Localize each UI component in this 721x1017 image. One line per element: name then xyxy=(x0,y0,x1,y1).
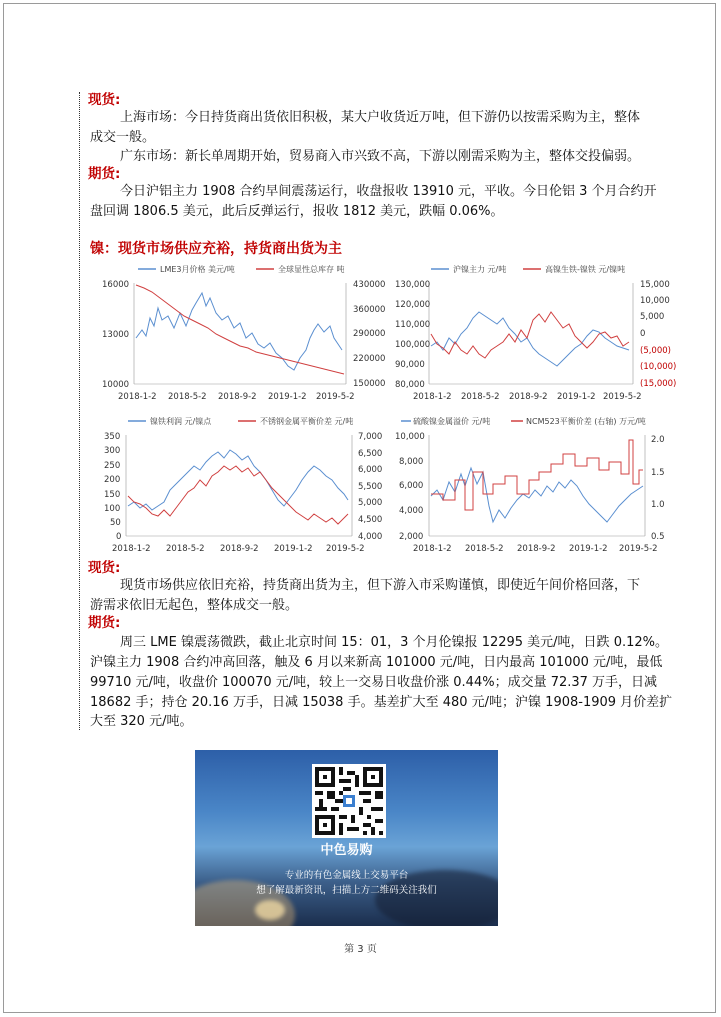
banner-title: 中色易购 xyxy=(320,843,373,858)
x-tick: 2019-5-2 xyxy=(619,544,658,554)
y-tick: 10,000 xyxy=(395,432,425,442)
y-tick: 4,000 xyxy=(358,532,383,542)
legend-right: 高镍生铁-镍铁 元/镍吨 xyxy=(545,265,626,274)
chart-legend xyxy=(431,264,625,274)
y-tick: 2,000 xyxy=(399,532,424,542)
chart-shfe-nickel-npi xyxy=(393,258,683,412)
x-tick: 2018-1-2 xyxy=(118,392,157,402)
futures-heading: 期货: xyxy=(88,166,121,182)
qr-code-icon[interactable] xyxy=(312,764,386,838)
legend-left: 沪镍主力 元/吨 xyxy=(453,265,507,274)
legend-right: 不锈钢金属平衡价差 元/吨 xyxy=(260,417,354,426)
y-tick: 350 xyxy=(104,432,121,442)
y-tick: 6,500 xyxy=(358,449,383,459)
y-tick: (15,000) xyxy=(640,379,677,389)
paragraph-line: 99710 元/吨，收盘价 100070 元/吨，较上一交易日收盘价涨 0.44%；成交量 72.37 万手，日减 xyxy=(90,675,658,690)
y-tick: 8,000 xyxy=(399,457,424,467)
x-tick: 2018-9-2 xyxy=(218,392,257,402)
x-tick: 2018-9-2 xyxy=(220,544,259,554)
y-tick: 100 xyxy=(104,504,121,514)
series-ncm-spread xyxy=(431,440,643,510)
y-tick: 220000 xyxy=(353,354,386,364)
y-tick: 0.5 xyxy=(651,532,665,542)
y-tick: 1.5 xyxy=(651,468,665,478)
chart-legend xyxy=(128,416,353,426)
x-tick: 2019-5-2 xyxy=(326,544,365,554)
x-tick: 2019-1-2 xyxy=(274,544,313,554)
spot-heading: 现货: xyxy=(88,92,121,108)
y-tick: 5,500 xyxy=(358,482,383,492)
y-tick: 10,000 xyxy=(640,296,670,306)
x-tick: 2018-5-2 xyxy=(465,544,504,554)
y-tick: 290000 xyxy=(353,329,386,339)
y-tick: 16000 xyxy=(102,280,130,290)
y-tick: 5,000 xyxy=(358,498,383,508)
y-tick: 0 xyxy=(640,329,646,339)
x-tick: 2019-1-2 xyxy=(569,544,608,554)
paragraph-line: 今日沪铝主力 1908 合约早间震荡运行，收盘报收 13910 元，平收。今日伦铝 3 个月合约开 xyxy=(120,184,657,199)
chart-lme-price-inventory xyxy=(98,258,388,412)
x-tick: 2018-5-2 xyxy=(166,544,205,554)
y-tick: 300 xyxy=(104,446,121,456)
series-npi-profit xyxy=(128,450,348,510)
y-tick: 120,000 xyxy=(395,300,431,310)
paragraph-line: 周三 LME 镍震荡微跌，截止北京时间 15：01，3 个月伦镍报 12295 美元/吨，日跌 0.12%。 xyxy=(120,635,668,650)
chart-legend xyxy=(401,416,646,426)
chart-legend xyxy=(138,264,345,274)
y-tick: 15,000 xyxy=(640,280,670,290)
paragraph-line: 沪镍主力 1908 合约冲高回落，触及 6 月以来新高 101000 元/吨，日内最高 101000 元/吨，最低 xyxy=(90,655,663,670)
chart-nickel-sulfate-ncm xyxy=(393,410,683,564)
legend-left: 硫酸镍金属溢价 元/吨 xyxy=(413,417,491,426)
y-tick: (5,000) xyxy=(640,346,671,356)
series-lme-price xyxy=(136,293,342,370)
x-tick: 2018-5-2 xyxy=(461,392,500,402)
series-shfe-nickel xyxy=(431,312,629,366)
y-tick: 110,000 xyxy=(395,320,431,330)
x-tick: 2019-5-2 xyxy=(603,392,642,402)
section-rule xyxy=(79,92,80,730)
y-tick: 6,000 xyxy=(399,481,424,491)
x-tick: 2018-9-2 xyxy=(517,544,556,554)
y-tick: 4,500 xyxy=(358,515,383,525)
y-tick: 250 xyxy=(104,461,121,471)
paragraph-line: 现货市场供应依旧充裕，持货商出货为主，但下游入市采购谨慎，即使近午间价格回落，下 xyxy=(120,578,641,593)
legend-left: LME3月价格 美元/吨 xyxy=(160,265,235,274)
y-tick: 1.0 xyxy=(651,500,665,510)
futures-heading: 期货: xyxy=(88,615,121,631)
legend-right: NCM523平衡价差 (右轴) 万元/吨 xyxy=(526,417,646,426)
y-tick: 50 xyxy=(110,518,121,528)
x-tick: 2018-1-2 xyxy=(413,392,452,402)
y-tick: 200 xyxy=(104,475,121,485)
x-tick: 2018-1-2 xyxy=(112,544,151,554)
paragraph-line: 游需求依旧无起色，整体成交一般。 xyxy=(90,598,299,613)
y-tick: 2.0 xyxy=(651,435,665,445)
paragraph-line: 大至 320 元/吨。 xyxy=(90,714,193,729)
y-tick: 10000 xyxy=(102,380,130,390)
y-tick: 13000 xyxy=(102,330,130,340)
x-tick: 2018-9-2 xyxy=(509,392,548,402)
y-tick: 0 xyxy=(116,532,122,542)
y-tick: 430000 xyxy=(353,280,386,290)
spot-heading: 现货: xyxy=(88,560,121,576)
nickel-section-title: 镍：现货市场供应充裕，持货商出货为主 xyxy=(90,241,342,257)
paragraph-line: 广东市场：新长单周期开始，贸易商入市兴致不高，下游以刚需采购为主，整体交投偏弱。 xyxy=(120,149,641,164)
y-tick: 90,000 xyxy=(395,360,425,370)
y-tick: 150 xyxy=(104,490,121,500)
banner-subtitle: 专业的有色金属线上交易平台 xyxy=(284,870,409,881)
banner-cta: 想了解最新资讯，扫描上方二维码关注我们 xyxy=(256,885,437,896)
x-tick: 2019-5-2 xyxy=(316,392,355,402)
paragraph-line: 盘回调 1806.5 美元，此后反弹运行，报收 1812 美元，跌幅 0.06%。 xyxy=(90,204,504,219)
x-tick: 2019-1-2 xyxy=(557,392,596,402)
y-tick: 7,000 xyxy=(358,432,383,442)
promo-banner xyxy=(195,750,498,926)
y-tick: 130,000 xyxy=(395,280,431,290)
paragraph-line: 18682 手；持仓 20.16 万手，日减 15038 手。基差扩大至 480 元/吨；沪镍 1908-1909 月价差扩 xyxy=(90,695,673,710)
x-tick: 2018-5-2 xyxy=(168,392,207,402)
paragraph-line: 上海市场：今日持货商出货依旧积极，某大户收货近万吨，但下游仍以按需采购为主，整体 xyxy=(120,110,641,125)
y-tick: 4,000 xyxy=(399,506,424,516)
legend-left: 镍铁利润 元/镍点 xyxy=(150,417,212,426)
legend-right: 全球显性总库存 吨 xyxy=(278,265,345,274)
y-tick: 100,000 xyxy=(395,340,431,350)
y-tick: 80,000 xyxy=(395,380,425,390)
x-tick: 2019-1-2 xyxy=(268,392,307,402)
y-tick: 5,000 xyxy=(640,312,665,322)
x-tick: 2018-1-2 xyxy=(413,544,452,554)
y-tick: 360000 xyxy=(353,305,386,315)
series-sulfate-premium xyxy=(431,468,643,522)
page-number: 第 3 页 xyxy=(344,944,377,955)
series-stainless-spread xyxy=(128,466,348,524)
chart-npi-profit-stainless xyxy=(98,410,388,564)
paragraph-line: 成交一般。 xyxy=(90,130,156,145)
series-inventory xyxy=(136,285,344,374)
y-tick: 6,000 xyxy=(358,465,383,475)
y-tick: 150000 xyxy=(353,379,386,389)
y-tick: (10,000) xyxy=(640,362,677,372)
